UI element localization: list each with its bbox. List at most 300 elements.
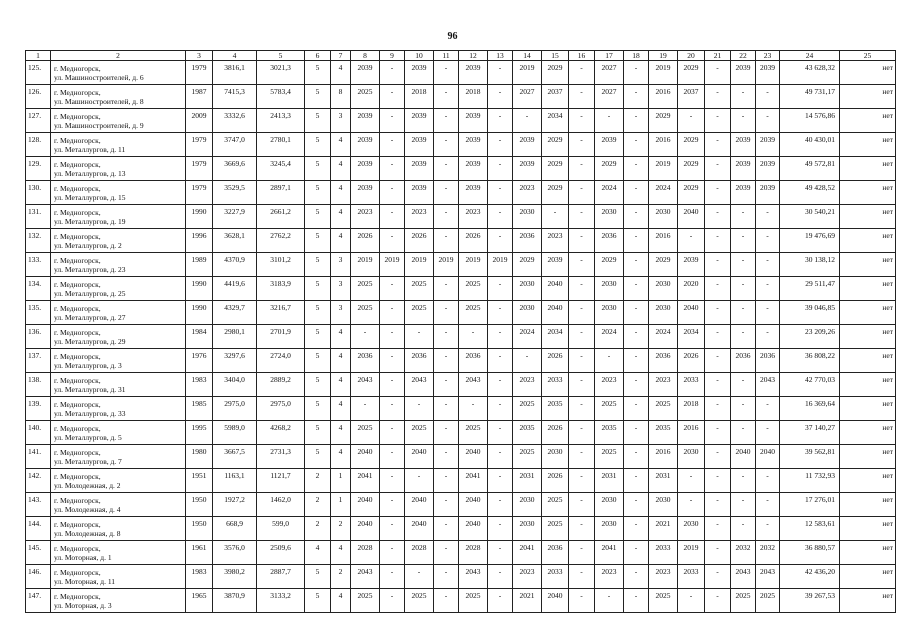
data-cell: 2029 [542, 157, 569, 181]
data-cell: - [513, 109, 542, 133]
data-cell: 17 276,01 [780, 493, 840, 517]
data-cell: - [488, 109, 513, 133]
data-cell: 2031 [595, 469, 624, 493]
data-cell: 2030 [678, 445, 705, 469]
data-cell: 2025 [351, 421, 380, 445]
data-cell: - [624, 109, 649, 133]
data-cell: - [756, 229, 780, 253]
table-row [26, 181, 896, 205]
data-cell: 2039 [459, 181, 488, 205]
data-cell: 2028 [351, 541, 380, 565]
data-cell: 5 [305, 565, 331, 589]
address-city: г. Медногорск, [54, 328, 101, 337]
data-cell: 2043 [731, 565, 756, 589]
data-cell: 8 [331, 85, 351, 109]
data-cell: 2039 [756, 133, 780, 157]
data-cell: 1983 [186, 565, 213, 589]
data-cell: 29 511,47 [780, 277, 840, 301]
data-cell: 2023 [513, 565, 542, 589]
data-cell: 2030 [513, 493, 542, 517]
data-cell: 2040 [405, 445, 434, 469]
data-cell: 2032 [756, 541, 780, 565]
data-cell: 1121,7 [257, 469, 305, 493]
column-number-row [26, 51, 896, 61]
data-cell: 1961 [186, 541, 213, 565]
data-cell: - [380, 85, 405, 109]
data-cell: нет [840, 589, 896, 613]
data-cell: - [569, 469, 595, 493]
address-city: г. Медногорск, [54, 472, 101, 481]
data-cell: 2016 [649, 445, 678, 469]
data-cell: 12 583,61 [780, 517, 840, 541]
data-cell: 3 [331, 109, 351, 133]
data-cell: - [488, 493, 513, 517]
data-cell: 23 209,26 [780, 325, 840, 349]
data-cell: 2030 [649, 277, 678, 301]
data-cell: 1979 [186, 61, 213, 85]
row-number-cell: 133. [26, 253, 51, 277]
data-cell: - [678, 493, 705, 517]
address-cell [51, 181, 186, 205]
data-cell: 2025 [756, 589, 780, 613]
address-street: ул. Металлургов, д. 15 [54, 193, 126, 202]
row-number-cell: 135. [26, 301, 51, 325]
data-cell: 3 [331, 277, 351, 301]
address-street: ул. Металлургов, д. 2 [54, 241, 122, 250]
table-row [26, 445, 896, 469]
data-cell: 2029 [542, 181, 569, 205]
column-number-cell: 1 [26, 51, 51, 61]
column-number-cell: 8 [351, 51, 380, 61]
data-cell: нет [840, 469, 896, 493]
data-cell: 1462,0 [257, 493, 305, 517]
data-cell: 4329,7 [213, 301, 257, 325]
data-cell: - [434, 181, 459, 205]
data-cell: - [756, 277, 780, 301]
data-cell: - [405, 397, 434, 421]
data-cell: 5 [305, 373, 331, 397]
data-cell: - [434, 349, 459, 373]
data-cell: 14 576,86 [780, 109, 840, 133]
data-cell: 2413,3 [257, 109, 305, 133]
data-cell: - [624, 493, 649, 517]
address-city: г. Медногорск, [54, 568, 101, 577]
data-cell: 2040 [351, 517, 380, 541]
data-cell: 5 [305, 253, 331, 277]
data-cell: 599,0 [257, 517, 305, 541]
data-cell: 2023 [595, 565, 624, 589]
data-cell: - [434, 229, 459, 253]
column-number-cell: 3 [186, 51, 213, 61]
address-city: г. Медногорск, [54, 256, 101, 265]
data-cell: - [569, 61, 595, 85]
data-cell: - [434, 373, 459, 397]
data-cell: 2034 [678, 325, 705, 349]
row-number-cell: 134. [26, 277, 51, 301]
data-cell: 2039 [405, 61, 434, 85]
data-cell: 2029 [542, 61, 569, 85]
data-cell: - [731, 301, 756, 325]
data-cell: - [434, 61, 459, 85]
data-cell: 2040 [542, 301, 569, 325]
data-cell: 3227,9 [213, 205, 257, 229]
data-cell: 1 [331, 493, 351, 517]
data-cell: 2887,7 [257, 565, 305, 589]
data-cell: 2033 [542, 373, 569, 397]
data-cell: 1163,1 [213, 469, 257, 493]
data-cell: 2036 [405, 349, 434, 373]
data-cell: - [756, 205, 780, 229]
data-cell: 2029 [678, 157, 705, 181]
data-cell: - [488, 229, 513, 253]
table-row [26, 349, 896, 373]
row-number-cell: 136. [26, 325, 51, 349]
row-number-cell: 147. [26, 589, 51, 613]
data-cell: 2039 [731, 133, 756, 157]
data-cell: 2 [305, 517, 331, 541]
data-cell: 2023 [595, 373, 624, 397]
data-cell: - [380, 301, 405, 325]
data-cell: 2023 [649, 565, 678, 589]
data-cell: 5 [305, 397, 331, 421]
data-cell: - [595, 349, 624, 373]
data-cell: 2034 [542, 325, 569, 349]
data-cell: 2035 [595, 421, 624, 445]
table-row [26, 205, 896, 229]
data-cell: - [624, 541, 649, 565]
data-cell: 2018 [678, 397, 705, 421]
data-cell: 4419,6 [213, 277, 257, 301]
data-cell: 2025 [649, 589, 678, 613]
data-cell: 2039 [459, 109, 488, 133]
data-cell: 40 430,01 [780, 133, 840, 157]
data-cell: 2975,0 [257, 397, 305, 421]
data-cell: 2039 [351, 157, 380, 181]
data-cell: 3669,6 [213, 157, 257, 181]
data-cell: нет [840, 277, 896, 301]
data-cell: 3816,1 [213, 61, 257, 85]
data-cell: 2036 [351, 349, 380, 373]
address-cell [51, 397, 186, 421]
data-cell: 2019 [649, 157, 678, 181]
data-cell: 2036 [756, 349, 780, 373]
address-cell [51, 325, 186, 349]
address-street: ул. Металлургов, д. 27 [54, 313, 126, 322]
table-row [26, 109, 896, 133]
data-cell: - [488, 469, 513, 493]
data-cell: 2019 [405, 253, 434, 277]
data-cell: 3133,2 [257, 589, 305, 613]
address-street: ул. Металлургов, д. 25 [54, 289, 126, 298]
data-cell: - [595, 109, 624, 133]
data-cell: 2039 [351, 109, 380, 133]
data-cell: 2040 [756, 445, 780, 469]
data-cell: 2039 [756, 61, 780, 85]
data-cell: 2041 [513, 541, 542, 565]
data-cell: - [569, 253, 595, 277]
data-cell: 2033 [678, 565, 705, 589]
data-cell: 2041 [459, 469, 488, 493]
data-cell: - [705, 541, 731, 565]
table-row [26, 301, 896, 325]
address-city: г. Медногорск, [54, 544, 101, 553]
data-cell: 2661,2 [257, 205, 305, 229]
table-row [26, 565, 896, 589]
data-cell: 1979 [186, 133, 213, 157]
data-cell: 2024 [649, 325, 678, 349]
data-cell: - [624, 469, 649, 493]
data-cell: 2026 [542, 349, 569, 373]
table-row [26, 541, 896, 565]
data-cell: 2039 [405, 157, 434, 181]
address-street: ул. Металлургов, д. 3 [54, 361, 122, 370]
data-cell: 4268,2 [257, 421, 305, 445]
data-cell: 2036 [513, 229, 542, 253]
data-cell: нет [840, 205, 896, 229]
data-cell: нет [840, 253, 896, 277]
data-cell: 3747,0 [213, 133, 257, 157]
data-cell: - [351, 325, 380, 349]
data-cell: 2040 [459, 493, 488, 517]
table-row [26, 517, 896, 541]
data-cell: 2025 [542, 493, 569, 517]
address-city: г. Медногорск, [54, 496, 101, 505]
data-cell: - [569, 517, 595, 541]
data-cell: - [434, 85, 459, 109]
data-cell: 39 267,53 [780, 589, 840, 613]
data-cell: 2019 [351, 253, 380, 277]
data-cell: - [624, 157, 649, 181]
data-cell: - [705, 565, 731, 589]
address-street: ул. Машиностроителей, д. 9 [54, 121, 144, 130]
data-cell: 4 [331, 133, 351, 157]
data-cell: 5 [305, 133, 331, 157]
data-cell: - [624, 229, 649, 253]
data-cell: 1990 [186, 277, 213, 301]
table-row [26, 133, 896, 157]
address-street: ул. Машиностроителей, д. 8 [54, 97, 144, 106]
data-cell: - [624, 253, 649, 277]
data-cell: 1950 [186, 493, 213, 517]
data-cell: 2025 [405, 301, 434, 325]
address-street: ул. Металлургов, д. 7 [54, 457, 122, 466]
column-number-cell: 14 [513, 51, 542, 61]
data-cell: 4 [305, 541, 331, 565]
data-cell: 2024 [649, 181, 678, 205]
address-street: ул. Металлургов, д. 33 [54, 409, 126, 418]
data-cell: - [705, 373, 731, 397]
address-city: г. Медногорск, [54, 64, 101, 73]
housing-repair-table [25, 50, 896, 613]
data-cell: 2025 [595, 445, 624, 469]
data-cell: 2021 [649, 517, 678, 541]
data-cell: - [380, 181, 405, 205]
data-cell: - [756, 325, 780, 349]
data-cell: 16 369,64 [780, 397, 840, 421]
data-cell: 2039 [459, 61, 488, 85]
address-city: г. Медногорск, [54, 88, 101, 97]
data-cell: 2028 [405, 541, 434, 565]
data-cell: - [678, 229, 705, 253]
data-cell: нет [840, 493, 896, 517]
data-cell: 2034 [542, 109, 569, 133]
data-cell: - [380, 541, 405, 565]
data-cell: 2029 [678, 181, 705, 205]
column-number-cell: 23 [756, 51, 780, 61]
address-cell [51, 469, 186, 493]
data-cell: - [380, 205, 405, 229]
data-cell: - [380, 349, 405, 373]
data-cell: - [380, 229, 405, 253]
data-cell: - [705, 493, 731, 517]
data-cell: 2030 [649, 301, 678, 325]
row-number-cell: 139. [26, 397, 51, 421]
data-cell: - [705, 517, 731, 541]
data-cell: - [380, 421, 405, 445]
data-cell: 2040 [678, 205, 705, 229]
data-cell: 2039 [513, 157, 542, 181]
data-cell: нет [840, 373, 896, 397]
data-cell: 2023 [351, 205, 380, 229]
data-cell: 2035 [542, 397, 569, 421]
data-cell: - [731, 109, 756, 133]
data-cell: 2030 [595, 205, 624, 229]
page-number: 96 [447, 31, 458, 42]
address-cell [51, 349, 186, 373]
data-cell: 2030 [649, 205, 678, 229]
data-cell: 1979 [186, 181, 213, 205]
address-street: ул. Металлургов, д. 13 [54, 169, 126, 178]
table-row [26, 277, 896, 301]
data-cell: 1950 [186, 517, 213, 541]
address-street: ул. Молодежная, д. 8 [54, 529, 121, 538]
data-cell: 2025 [513, 445, 542, 469]
address-city: г. Медногорск, [54, 424, 101, 433]
data-cell: нет [840, 517, 896, 541]
data-cell: 2026 [459, 229, 488, 253]
address-cell [51, 589, 186, 613]
data-cell: 2040 [542, 589, 569, 613]
data-cell: - [705, 397, 731, 421]
data-cell: 2040 [459, 517, 488, 541]
row-number-cell: 142. [26, 469, 51, 493]
data-cell: - [434, 205, 459, 229]
address-city: г. Медногорск, [54, 184, 101, 193]
data-cell: 2780,1 [257, 133, 305, 157]
data-cell: - [380, 445, 405, 469]
data-cell: 2027 [595, 85, 624, 109]
data-cell: - [624, 301, 649, 325]
column-number-cell: 7 [331, 51, 351, 61]
data-cell: нет [840, 325, 896, 349]
data-cell: 3 [331, 301, 351, 325]
data-cell: - [488, 349, 513, 373]
data-cell: - [434, 589, 459, 613]
data-cell: - [705, 181, 731, 205]
table-row [26, 61, 896, 85]
data-cell: нет [840, 109, 896, 133]
data-cell: 2040 [459, 445, 488, 469]
address-street: ул. Металлургов, д. 29 [54, 337, 126, 346]
data-cell: 2031 [513, 469, 542, 493]
address-city: г. Медногорск, [54, 304, 101, 313]
data-cell: 3021,3 [257, 61, 305, 85]
data-cell: 2018 [459, 85, 488, 109]
data-cell: 2039 [405, 181, 434, 205]
data-cell: 2023 [542, 229, 569, 253]
table-row [26, 325, 896, 349]
data-cell: нет [840, 61, 896, 85]
data-cell: - [380, 109, 405, 133]
data-cell: - [569, 445, 595, 469]
data-cell: - [731, 493, 756, 517]
address-street: ул. Металлургов, д. 5 [54, 433, 122, 442]
data-cell: нет [840, 229, 896, 253]
data-cell: 3628,1 [213, 229, 257, 253]
data-cell: 2025 [405, 589, 434, 613]
data-cell: нет [840, 85, 896, 109]
data-cell: 2030 [595, 277, 624, 301]
data-cell: 1987 [186, 85, 213, 109]
data-cell: - [731, 85, 756, 109]
table-row [26, 229, 896, 253]
data-cell: - [705, 157, 731, 181]
data-cell: - [569, 181, 595, 205]
data-cell: 1985 [186, 397, 213, 421]
data-cell: 2039 [405, 109, 434, 133]
data-cell: 3216,7 [257, 301, 305, 325]
data-cell: - [488, 397, 513, 421]
data-cell: - [569, 493, 595, 517]
data-cell: 2039 [731, 181, 756, 205]
data-cell: - [678, 589, 705, 613]
data-cell: - [488, 301, 513, 325]
data-cell: 2041 [351, 469, 380, 493]
data-cell: 5 [305, 445, 331, 469]
data-cell: нет [840, 421, 896, 445]
data-cell: 4 [331, 181, 351, 205]
data-cell: 43 628,32 [780, 61, 840, 85]
data-cell: 3404,0 [213, 373, 257, 397]
data-cell: 3576,0 [213, 541, 257, 565]
data-cell: 3183,9 [257, 277, 305, 301]
data-cell: 2036 [542, 541, 569, 565]
data-cell: 2024 [595, 325, 624, 349]
data-cell: - [488, 589, 513, 613]
data-cell: 2041 [595, 541, 624, 565]
data-cell: 2889,2 [257, 373, 305, 397]
data-cell: 2 [331, 517, 351, 541]
row-number-cell: 128. [26, 133, 51, 157]
data-cell: 4 [331, 541, 351, 565]
address-street: ул. Моторная, д. 3 [54, 601, 112, 610]
address-cell [51, 61, 186, 85]
data-cell: 3101,2 [257, 253, 305, 277]
data-cell: - [624, 373, 649, 397]
data-cell: - [488, 517, 513, 541]
data-cell: 2980,1 [213, 325, 257, 349]
address-street: ул. Молодежная, д. 4 [54, 505, 121, 514]
data-cell: - [756, 253, 780, 277]
data-cell: 7415,3 [213, 85, 257, 109]
data-cell: 4 [331, 421, 351, 445]
data-cell: 5 [305, 325, 331, 349]
data-cell: - [756, 301, 780, 325]
data-cell: 2029 [595, 253, 624, 277]
data-cell: - [624, 517, 649, 541]
data-cell: - [513, 349, 542, 373]
column-number-cell: 9 [380, 51, 405, 61]
